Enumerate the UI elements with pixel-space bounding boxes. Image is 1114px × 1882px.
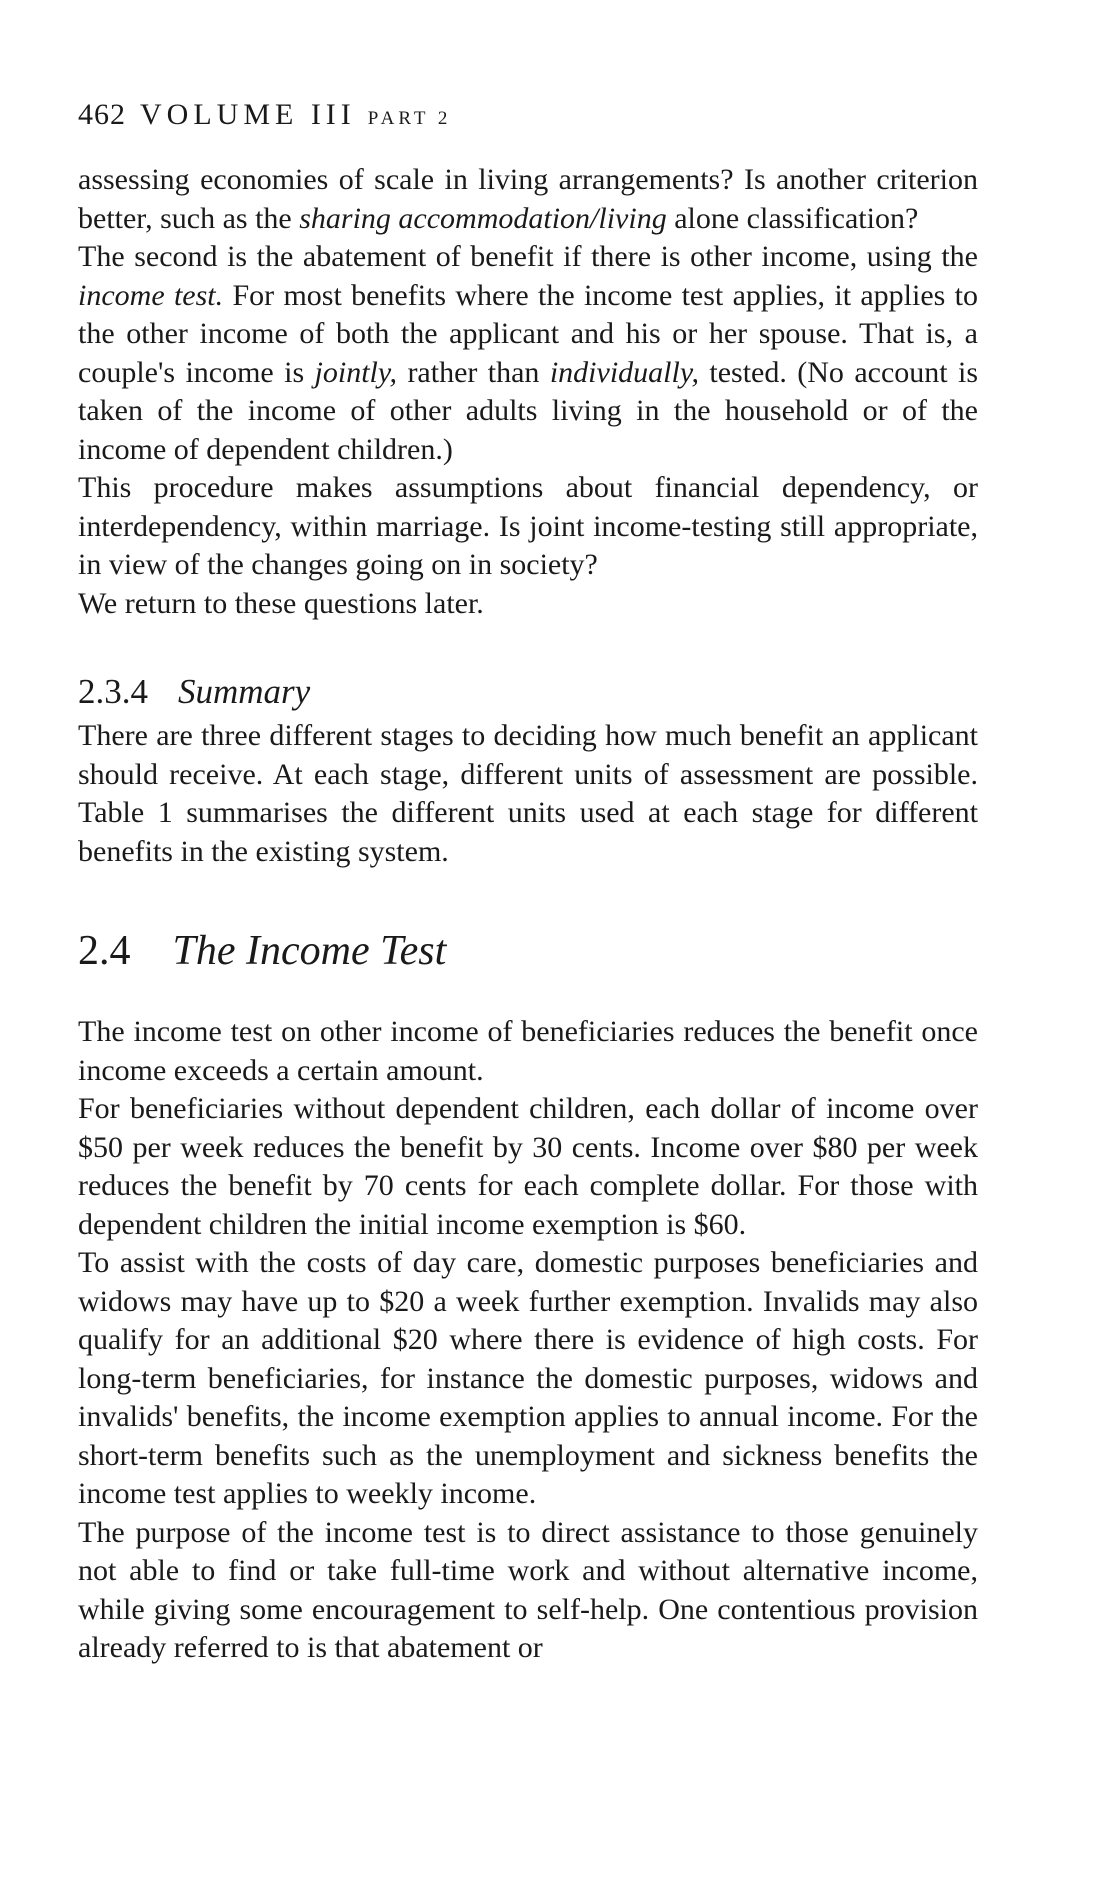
- subsection-heading-summary: [78, 669, 978, 715]
- paragraph-income-4: The purpose of the income test is to direct assistance to those genuinely not able to find or take full-time work and without alternative income, while giving some encouragement to self-help. One contentious provision already referred to is that abatement or: [78, 1515, 978, 1664]
- paragraph-intro-1: assessing economies of scale in living arrangements? Is another criterion better, such as the sharing accommodation/living alone classification?: [78, 163, 978, 235]
- subsection-number: 2.3.4: [78, 672, 148, 711]
- paragraph-income-3: To assist with the costs of day care, domestic purposes beneficiaries and widows may have up to $20 a week further exemption. Invalids may also qualify for an additional $20 where there is evidence of high costs. For long-term beneficiaries, for instance the domestic purposes, widows and invalids' benefits, the income exemption applies to annual income. For the short-term benefits such as the unemployment and sickness benefits the income test applies to weekly income.: [78, 1246, 978, 1510]
- paragraph-intro-2: The second is the abatement of benefit if there is other income, using the income test. For most benefits where the income test applies, it applies to the other income of both the applicant and his or her spouse. That is, a couple's income is jointly, rather than individually, tested. (No account is taken of the income of other adults living in the household or of the income of dependent children.): [78, 240, 979, 466]
- section-heading-income-test: [78, 923, 978, 979]
- section-number: 2.4: [78, 928, 131, 974]
- page-number: 462: [78, 98, 126, 131]
- document-page: [78, 95, 978, 1668]
- paragraph-intro-4: We return to these questions later.: [78, 586, 484, 620]
- volume-label: VOLUME III: [140, 98, 356, 131]
- section-title: The Income Test: [172, 928, 447, 974]
- subsection-title: Summary: [178, 672, 311, 711]
- paragraph-intro-3: This procedure makes assumptions about financial dependency, or interdependency, within marriage. Is joint income-testing still appropriate, in view of the changes going on in society?: [78, 471, 978, 581]
- part-label: PART 2: [367, 108, 452, 129]
- paragraph-income-2: For beneficiaries without dependent children, each dollar of income over $50 per week reduces the benefit by 30 cents. Income over $80 per week reduces the benefit by 70 cents for each complete dollar. For those with dependent children the initial income exemption is $60.: [78, 1092, 978, 1241]
- running-header: [78, 95, 978, 135]
- paragraph-income-1: The income test on other income of beneficiaries reduces the benefit once income exceeds a certain amount.: [78, 1015, 978, 1087]
- paragraph-summary-1: There are three different stages to deciding how much benefit an applicant should receive. At each stage, different units of assessment are possible. Table 1 summarises the different units used at each stage for different benefits in the existing system.: [78, 719, 978, 868]
